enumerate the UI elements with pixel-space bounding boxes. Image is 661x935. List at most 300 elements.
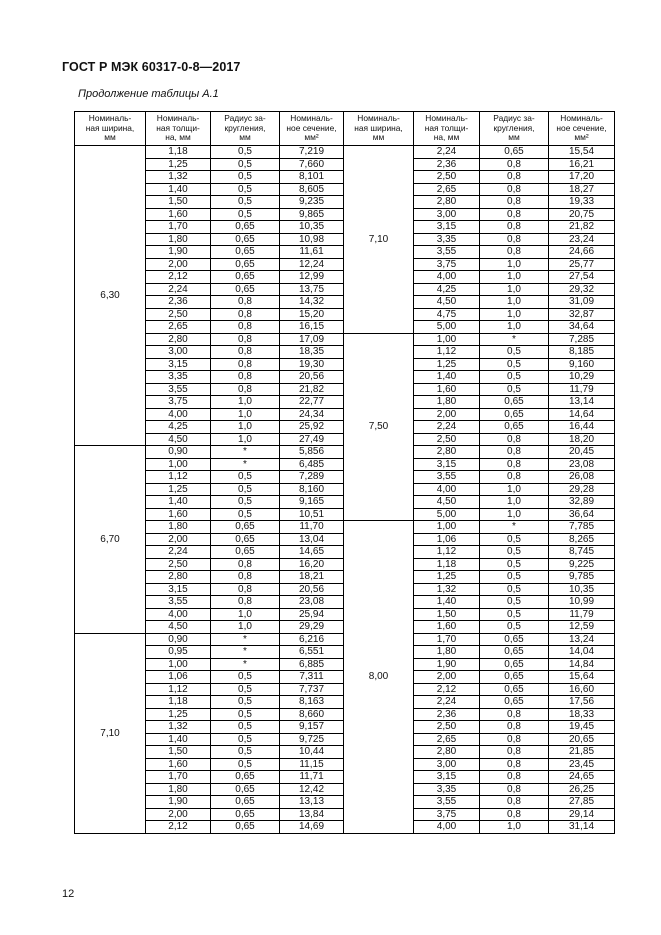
thickness-cell: 3,75 <box>146 396 211 409</box>
section-cell: 36,64 <box>549 508 615 521</box>
thickness-cell: 1,32 <box>146 171 211 184</box>
radius-cell: 0,5 <box>211 758 280 771</box>
thickness-cell: 1,70 <box>146 771 211 784</box>
radius-cell: 0,65 <box>211 783 280 796</box>
section-cell: 17,56 <box>549 696 615 709</box>
thickness-cell: 1,25 <box>414 358 480 371</box>
thickness-cell: 4,00 <box>146 408 211 421</box>
radius-cell: 0,5 <box>211 671 280 684</box>
section-cell: 18,33 <box>549 708 615 721</box>
section-cell: 14,04 <box>549 646 615 659</box>
thickness-cell: 1,90 <box>414 658 480 671</box>
radius-cell: 0,5 <box>480 571 549 584</box>
radius-cell: 0,5 <box>211 183 280 196</box>
radius-cell: 0,8 <box>480 196 549 209</box>
thickness-cell: 1,50 <box>146 746 211 759</box>
section-cell: 7,311 <box>280 671 344 684</box>
section-cell: 11,15 <box>280 758 344 771</box>
thickness-cell: 1,32 <box>146 721 211 734</box>
table-row <box>75 521 615 534</box>
thickness-cell: 2,36 <box>414 708 480 721</box>
radius-cell: 0,5 <box>211 158 280 171</box>
section-cell: 16,20 <box>280 558 344 571</box>
section-cell: 34,64 <box>549 321 615 334</box>
thickness-cell: 2,50 <box>414 721 480 734</box>
section-cell: 9,165 <box>280 496 344 509</box>
section-cell: 7,219 <box>280 146 344 159</box>
radius-cell: 1,0 <box>211 621 280 634</box>
section-cell: 13,24 <box>549 633 615 646</box>
header-cell: Номиналь- ная ширина, мм <box>75 112 146 146</box>
section-cell: 15,20 <box>280 308 344 321</box>
section-cell: 9,785 <box>549 571 615 584</box>
section-cell: 11,79 <box>549 608 615 621</box>
radius-cell: 0,8 <box>211 383 280 396</box>
radius-cell: 0,5 <box>211 508 280 521</box>
thickness-cell: 3,00 <box>146 346 211 359</box>
thickness-cell: 2,24 <box>146 546 211 559</box>
thickness-cell: 1,60 <box>146 758 211 771</box>
radius-cell: 0,8 <box>480 433 549 446</box>
thickness-cell: 3,35 <box>414 233 480 246</box>
thickness-cell: 1,80 <box>146 233 211 246</box>
radius-cell: 0,5 <box>480 596 549 609</box>
section-cell: 21,85 <box>549 746 615 759</box>
thickness-cell: 4,50 <box>414 496 480 509</box>
section-cell: 20,75 <box>549 208 615 221</box>
radius-cell: 0,5 <box>211 696 280 709</box>
section-cell: 11,71 <box>280 771 344 784</box>
section-cell: 11,79 <box>549 383 615 396</box>
thickness-cell: 1,12 <box>146 683 211 696</box>
section-cell: 8,265 <box>549 533 615 546</box>
radius-cell: 1,0 <box>480 308 549 321</box>
thickness-cell: 1,25 <box>146 708 211 721</box>
thickness-cell: 1,00 <box>414 521 480 534</box>
thickness-cell: 2,80 <box>414 196 480 209</box>
section-cell: 13,13 <box>280 796 344 809</box>
section-cell: 21,82 <box>280 383 344 396</box>
thickness-cell: 2,36 <box>146 296 211 309</box>
width-group-cell: 7,10 <box>344 146 414 334</box>
radius-cell: 0,5 <box>480 546 549 559</box>
radius-cell: * <box>211 458 280 471</box>
thickness-cell: 1,00 <box>146 658 211 671</box>
thickness-cell: 1,00 <box>146 458 211 471</box>
section-cell: 22,77 <box>280 396 344 409</box>
section-cell: 9,725 <box>280 733 344 746</box>
section-cell: 13,14 <box>549 396 615 409</box>
thickness-cell: 4,50 <box>146 433 211 446</box>
radius-cell: 0,8 <box>480 721 549 734</box>
radius-cell: 0,65 <box>211 271 280 284</box>
thickness-cell: 1,18 <box>414 558 480 571</box>
section-cell: 27,85 <box>549 796 615 809</box>
section-cell: 20,45 <box>549 446 615 459</box>
section-cell: 16,60 <box>549 683 615 696</box>
thickness-cell: 1,80 <box>414 396 480 409</box>
radius-cell: 0,65 <box>211 246 280 259</box>
section-cell: 26,25 <box>549 783 615 796</box>
radius-cell: 0,8 <box>211 296 280 309</box>
radius-cell: 0,8 <box>480 471 549 484</box>
thickness-cell: 1,12 <box>146 471 211 484</box>
thickness-cell: 5,00 <box>414 508 480 521</box>
section-cell: 9,225 <box>549 558 615 571</box>
thickness-cell: 4,00 <box>414 483 480 496</box>
radius-cell: 0,8 <box>211 358 280 371</box>
radius-cell: 1,0 <box>480 296 549 309</box>
header-cell: Номиналь- ная толщи- на, мм <box>146 112 211 146</box>
section-cell: 27,49 <box>280 433 344 446</box>
radius-cell: 1,0 <box>211 408 280 421</box>
radius-cell: 1,0 <box>211 608 280 621</box>
table-caption: Продолжение таблицы А.1 <box>78 88 219 100</box>
radius-cell: 1,0 <box>480 821 549 834</box>
radius-cell: 0,8 <box>480 733 549 746</box>
radius-cell: 0,65 <box>480 696 549 709</box>
table-row <box>75 333 615 346</box>
section-cell: 9,157 <box>280 721 344 734</box>
radius-cell: 0,5 <box>211 146 280 159</box>
section-cell: 25,77 <box>549 258 615 271</box>
thickness-cell: 2,80 <box>414 446 480 459</box>
thickness-cell: 3,55 <box>146 596 211 609</box>
radius-cell: 0,5 <box>480 558 549 571</box>
radius-cell: 0,5 <box>480 346 549 359</box>
radius-cell: 1,0 <box>211 421 280 434</box>
radius-cell: 0,8 <box>211 346 280 359</box>
radius-cell: 0,65 <box>480 421 549 434</box>
document-title: ГОСТ Р МЭК 60317-0-8—2017 <box>62 60 241 74</box>
section-cell: 7,737 <box>280 683 344 696</box>
thickness-cell: 1,80 <box>414 646 480 659</box>
section-cell: 23,08 <box>280 596 344 609</box>
thickness-cell: 2,12 <box>146 821 211 834</box>
radius-cell: 0,8 <box>480 171 549 184</box>
thickness-cell: 2,00 <box>146 258 211 271</box>
thickness-cell: 2,36 <box>414 158 480 171</box>
radius-cell: 0,8 <box>480 158 549 171</box>
thickness-cell: 2,24 <box>414 696 480 709</box>
section-cell: 16,15 <box>280 321 344 334</box>
header-cell: Номиналь- ное сечение, мм² <box>280 112 344 146</box>
radius-cell: 0,65 <box>211 258 280 271</box>
thickness-cell: 2,00 <box>146 533 211 546</box>
radius-cell: 1,0 <box>480 483 549 496</box>
thickness-cell: 1,25 <box>146 158 211 171</box>
radius-cell: * <box>211 658 280 671</box>
thickness-cell: 1,18 <box>146 146 211 159</box>
radius-cell: 0,65 <box>211 796 280 809</box>
thickness-cell: 1,25 <box>146 483 211 496</box>
radius-cell: 0,5 <box>211 683 280 696</box>
thickness-cell: 3,75 <box>414 808 480 821</box>
section-cell: 7,289 <box>280 471 344 484</box>
section-cell: 23,24 <box>549 233 615 246</box>
thickness-cell: 2,24 <box>414 421 480 434</box>
section-cell: 7,785 <box>549 521 615 534</box>
radius-cell: 0,5 <box>480 621 549 634</box>
section-cell: 18,20 <box>549 433 615 446</box>
section-cell: 14,69 <box>280 821 344 834</box>
radius-cell: 0,8 <box>480 183 549 196</box>
section-cell: 24,34 <box>280 408 344 421</box>
radius-cell: 0,65 <box>480 633 549 646</box>
thickness-cell: 4,00 <box>414 271 480 284</box>
section-cell: 12,59 <box>549 621 615 634</box>
section-cell: 26,08 <box>549 471 615 484</box>
section-cell: 10,44 <box>280 746 344 759</box>
thickness-cell: 3,55 <box>414 471 480 484</box>
section-cell: 10,35 <box>549 583 615 596</box>
section-cell: 9,235 <box>280 196 344 209</box>
radius-cell: 0,8 <box>211 596 280 609</box>
section-cell: 19,45 <box>549 721 615 734</box>
thickness-cell: 1,40 <box>146 733 211 746</box>
section-cell: 17,09 <box>280 333 344 346</box>
section-cell: 15,64 <box>549 671 615 684</box>
thickness-cell: 2,24 <box>414 146 480 159</box>
radius-cell: 0,5 <box>211 171 280 184</box>
header-cell: Номиналь- ное сечение, мм² <box>549 112 615 146</box>
section-cell: 10,35 <box>280 221 344 234</box>
section-cell: 14,65 <box>280 546 344 559</box>
thickness-cell: 4,50 <box>146 621 211 634</box>
thickness-cell: 1,25 <box>414 571 480 584</box>
radius-cell: * <box>211 646 280 659</box>
radius-cell: 0,5 <box>211 733 280 746</box>
radius-cell: 0,8 <box>480 246 549 259</box>
section-cell: 16,21 <box>549 158 615 171</box>
section-cell: 5,856 <box>280 446 344 459</box>
thickness-cell: 1,70 <box>414 633 480 646</box>
radius-cell: 0,5 <box>211 721 280 734</box>
radius-cell: 0,8 <box>211 321 280 334</box>
radius-cell: 0,65 <box>480 683 549 696</box>
thickness-cell: 2,12 <box>414 683 480 696</box>
section-cell: 9,160 <box>549 358 615 371</box>
radius-cell: 0,65 <box>211 233 280 246</box>
section-cell: 10,98 <box>280 233 344 246</box>
thickness-cell: 1,06 <box>414 533 480 546</box>
radius-cell: 0,65 <box>211 283 280 296</box>
section-cell: 18,35 <box>280 346 344 359</box>
thickness-cell: 3,15 <box>414 221 480 234</box>
radius-cell: 0,65 <box>480 408 549 421</box>
section-cell: 31,09 <box>549 296 615 309</box>
radius-cell: 0,8 <box>480 458 549 471</box>
thickness-cell: 4,25 <box>146 421 211 434</box>
section-cell: 13,04 <box>280 533 344 546</box>
section-cell: 6,216 <box>280 633 344 646</box>
section-cell: 8,660 <box>280 708 344 721</box>
thickness-cell: 1,40 <box>414 596 480 609</box>
radius-cell: 0,8 <box>211 571 280 584</box>
width-group-cell: 7,50 <box>344 333 414 521</box>
section-cell: 10,51 <box>280 508 344 521</box>
radius-cell: 0,8 <box>480 233 549 246</box>
radius-cell: 0,8 <box>480 758 549 771</box>
thickness-cell: 2,00 <box>414 408 480 421</box>
thickness-cell: 1,80 <box>146 521 211 534</box>
section-cell: 8,605 <box>280 183 344 196</box>
section-cell: 24,66 <box>549 246 615 259</box>
section-cell: 12,24 <box>280 258 344 271</box>
radius-cell: 0,5 <box>480 608 549 621</box>
section-cell: 32,89 <box>549 496 615 509</box>
section-cell: 7,285 <box>549 333 615 346</box>
radius-cell: 0,65 <box>480 646 549 659</box>
radius-cell: * <box>480 333 549 346</box>
section-cell: 20,65 <box>549 733 615 746</box>
thickness-cell: 3,00 <box>414 758 480 771</box>
radius-cell: 1,0 <box>480 271 549 284</box>
thickness-cell: 4,50 <box>414 296 480 309</box>
thickness-cell: 0,90 <box>146 446 211 459</box>
radius-cell: 0,65 <box>211 821 280 834</box>
section-cell: 18,27 <box>549 183 615 196</box>
section-cell: 20,56 <box>280 371 344 384</box>
header-row <box>75 112 615 146</box>
radius-cell: 0,8 <box>211 583 280 596</box>
radius-cell: 0,5 <box>211 708 280 721</box>
radius-cell: 0,65 <box>211 521 280 534</box>
thickness-cell: 2,50 <box>414 433 480 446</box>
section-cell: 13,84 <box>280 808 344 821</box>
radius-cell: 0,65 <box>480 671 549 684</box>
radius-cell: 0,5 <box>480 358 549 371</box>
section-cell: 29,14 <box>549 808 615 821</box>
section-cell: 21,82 <box>549 221 615 234</box>
radius-cell: 0,65 <box>211 533 280 546</box>
radius-cell: 0,65 <box>480 658 549 671</box>
section-cell: 7,660 <box>280 158 344 171</box>
thickness-cell: 2,80 <box>146 333 211 346</box>
radius-cell: 1,0 <box>211 396 280 409</box>
section-cell: 11,70 <box>280 521 344 534</box>
thickness-cell: 2,80 <box>414 746 480 759</box>
thickness-cell: 2,65 <box>414 183 480 196</box>
thickness-cell: 0,95 <box>146 646 211 659</box>
thickness-cell: 1,60 <box>146 508 211 521</box>
section-cell: 8,160 <box>280 483 344 496</box>
width-group-cell: 7,10 <box>75 633 146 833</box>
thickness-cell: 1,80 <box>146 783 211 796</box>
section-cell: 8,163 <box>280 696 344 709</box>
thickness-cell: 2,65 <box>414 733 480 746</box>
thickness-cell: 3,15 <box>146 358 211 371</box>
section-cell: 14,64 <box>549 408 615 421</box>
section-cell: 23,08 <box>549 458 615 471</box>
thickness-cell: 2,00 <box>414 671 480 684</box>
radius-cell: 0,8 <box>480 708 549 721</box>
section-cell: 25,92 <box>280 421 344 434</box>
radius-cell: 0,8 <box>211 308 280 321</box>
section-cell: 9,865 <box>280 208 344 221</box>
thickness-cell: 1,60 <box>414 621 480 634</box>
section-cell: 13,75 <box>280 283 344 296</box>
section-cell: 6,485 <box>280 458 344 471</box>
section-cell: 15,54 <box>549 146 615 159</box>
thickness-cell: 1,40 <box>146 496 211 509</box>
thickness-cell: 2,65 <box>146 321 211 334</box>
section-cell: 29,28 <box>549 483 615 496</box>
thickness-cell: 3,35 <box>146 371 211 384</box>
thickness-cell: 2,50 <box>414 171 480 184</box>
thickness-cell: 3,55 <box>414 246 480 259</box>
radius-cell: 1,0 <box>211 433 280 446</box>
width-group-cell: 8,00 <box>344 521 414 834</box>
header-cell: Номиналь- ная толщи- на, мм <box>414 112 480 146</box>
section-cell: 25,94 <box>280 608 344 621</box>
radius-cell: 0,8 <box>480 221 549 234</box>
thickness-cell: 5,00 <box>414 321 480 334</box>
section-cell: 19,33 <box>549 196 615 209</box>
thickness-cell: 3,75 <box>414 258 480 271</box>
thickness-cell: 4,00 <box>414 821 480 834</box>
thickness-cell: 2,50 <box>146 558 211 571</box>
thickness-cell: 2,50 <box>146 308 211 321</box>
radius-cell: 0,65 <box>211 221 280 234</box>
width-group-cell: 6,30 <box>75 146 146 446</box>
section-cell: 19,30 <box>280 358 344 371</box>
section-cell: 8,745 <box>549 546 615 559</box>
radius-cell: 0,5 <box>211 196 280 209</box>
thickness-cell: 2,12 <box>146 271 211 284</box>
section-cell: 11,61 <box>280 246 344 259</box>
radius-cell: 0,5 <box>480 533 549 546</box>
radius-cell: 0,8 <box>211 371 280 384</box>
thickness-cell: 1,50 <box>414 608 480 621</box>
section-cell: 10,99 <box>549 596 615 609</box>
section-cell: 12,99 <box>280 271 344 284</box>
thickness-cell: 4,75 <box>414 308 480 321</box>
radius-cell: 0,5 <box>211 496 280 509</box>
thickness-cell: 1,12 <box>414 546 480 559</box>
radius-cell: * <box>211 446 280 459</box>
radius-cell: 0,8 <box>480 446 549 459</box>
radius-cell: 1,0 <box>480 283 549 296</box>
radius-cell: * <box>211 633 280 646</box>
thickness-cell: 2,80 <box>146 571 211 584</box>
thickness-cell: 1,90 <box>146 796 211 809</box>
thickness-cell: 1,12 <box>414 346 480 359</box>
section-cell: 14,32 <box>280 296 344 309</box>
section-cell: 14,84 <box>549 658 615 671</box>
radius-cell: 1,0 <box>480 496 549 509</box>
radius-cell: 0,5 <box>211 471 280 484</box>
section-cell: 27,54 <box>549 271 615 284</box>
table-row <box>75 146 615 159</box>
thickness-cell: 1,60 <box>146 208 211 221</box>
thickness-cell: 3,00 <box>414 208 480 221</box>
thickness-cell: 1,40 <box>146 183 211 196</box>
radius-cell: 0,65 <box>211 808 280 821</box>
radius-cell: 0,8 <box>211 558 280 571</box>
section-cell: 29,32 <box>549 283 615 296</box>
radius-cell: 0,8 <box>480 771 549 784</box>
thickness-cell: 1,32 <box>414 583 480 596</box>
section-cell: 8,185 <box>549 346 615 359</box>
thickness-cell: 4,00 <box>146 608 211 621</box>
radius-cell: 1,0 <box>480 508 549 521</box>
section-cell: 8,101 <box>280 171 344 184</box>
radius-cell: 0,8 <box>480 746 549 759</box>
radius-cell: 0,5 <box>480 583 549 596</box>
data-table <box>74 111 615 834</box>
radius-cell: 0,5 <box>480 371 549 384</box>
